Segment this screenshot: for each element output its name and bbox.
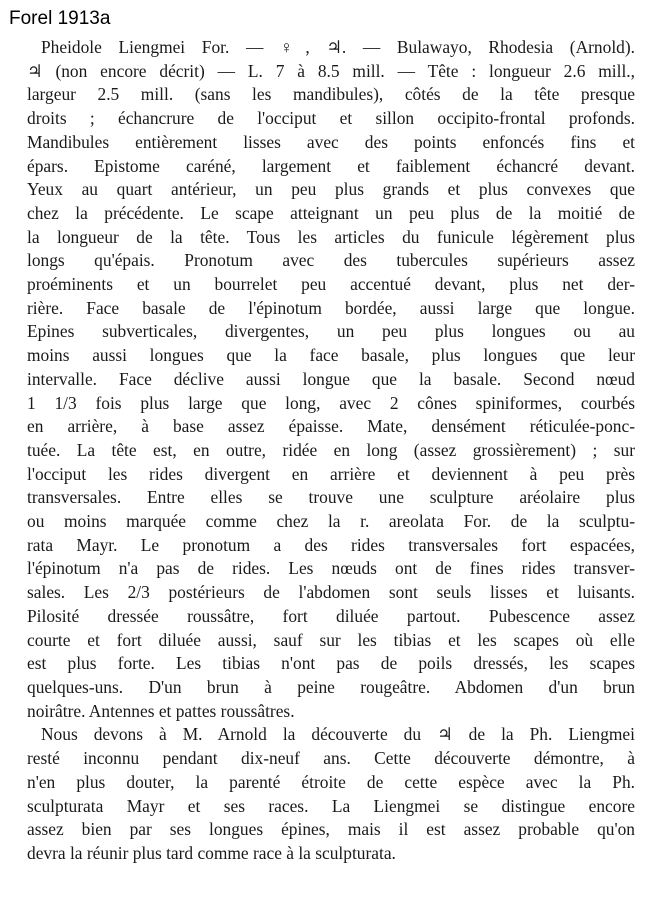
- text-line: tuée. La tête est, en outre, ridée en long (assez grossièrement) ; sur: [27, 439, 635, 460]
- text-line: n'en plus douter, la parenté étroite de cette espèce avec la Ph.: [27, 771, 635, 792]
- text-line: la longueur de la tête. Tous les articles du funicule légèrement plus: [27, 226, 635, 247]
- text-line: chez la précédente. Le scape atteignant un peu plus de la moitié de: [27, 202, 635, 223]
- text-line: est plus forte. Les tibias n'ont pas de poils dressés, les scapes: [27, 653, 635, 674]
- text-line: intervalle. Face déclive aussi longue que la basale. Second nœud: [27, 368, 635, 389]
- text-line: devra la réunir plus tard comme race à la sculpturata.: [27, 842, 396, 863]
- text-line: largeur 2.5 mill. (sans les mandibules), côtés de la tête presque: [27, 84, 635, 105]
- text-line: Nous devons à M. Arnold la découverte du ♃ de la Ph. Liengmei: [41, 724, 635, 745]
- text-line: Pheidole Liengmei For. — ♀, ♃. — Bulawayo, Rhodesia (Arnold).: [41, 37, 635, 57]
- text-line: proéminents et un bourrelet peu accentué devant, plus net der-: [27, 274, 635, 295]
- text-line: assez bien par ses longues épines, mais il est assez probable qu'on: [27, 819, 635, 840]
- text-line: Yeux au quart antérieur, un peu plus grands et plus convexes que: [27, 179, 635, 200]
- text-line: rière. Face basale de l'épinotum bordée, aussi large que longue.: [27, 297, 635, 318]
- page-header: Forel 1913a: [9, 8, 111, 29]
- text-line: droits ; échancrure de l'occiput et sillon occipito-frontal profonds.: [27, 108, 635, 129]
- text-line: en arrière, à base assez épaisse. Mate, densément réticulée-ponc-: [27, 416, 635, 437]
- text-line: noirâtre. Antennes et pattes roussâtres.: [27, 700, 295, 721]
- paragraph: [27, 723, 635, 865]
- text-line: resté inconnu pendant dix-neuf ans. Cette découverte démontre, à: [27, 748, 635, 769]
- text-line: ou moins marquée comme chez la r. areolata For. de la sculptu-: [27, 511, 635, 532]
- text-line: quelques-uns. D'un brun à peine rougeâtre. Abdomen d'un brun: [27, 676, 635, 697]
- text-line: sales. Les 2/3 postérieurs de l'abdomen sont seuls lisses et luisants.: [27, 582, 635, 603]
- text-line: transversales. Entre elles se trouve une sculpture aréolaire plus: [27, 487, 635, 508]
- body-text: [27, 36, 635, 866]
- text-line: l'occiput les rides divergent en arrière et deviennent à peu près: [27, 463, 635, 484]
- paragraph: [27, 36, 635, 723]
- text-line: Epines subverticales, divergentes, un peu plus longues ou au: [27, 321, 635, 342]
- text-line: épars. Epistome caréné, largement et faiblement échancré devant.: [27, 155, 635, 176]
- text-line: courte et fort diluée aussi, sauf sur les tibias et les scapes où elle: [27, 629, 635, 650]
- text-line: rata Mayr. Le pronotum a des rides transversales fort espacées,: [27, 534, 635, 555]
- text-line: Mandibules entièrement lisses avec des points enfoncés fins et: [27, 131, 635, 152]
- text-line: Pilosité dressée roussâtre, fort diluée partout. Pubescence assez: [27, 605, 635, 626]
- text-line: 1 1/3 fois plus large que long, avec 2 cônes spiniformes, courbés: [27, 392, 635, 413]
- text-line: moins aussi longues que la face basale, plus longues que leur: [27, 345, 635, 366]
- text-line: l'épinotum n'a pas de rides. Les nœuds ont de fines rides transver-: [27, 558, 635, 579]
- text-line: ♃ (non encore décrit) — L. 7 à 8.5 mill. — Tête : longueur 2.6 mill.,: [27, 60, 635, 81]
- text-line: sculpturata Mayr et ses races. La Liengmei se distingue encore: [27, 795, 635, 816]
- text-line: longs qu'épais. Pronotum avec des tubercules supérieurs assez: [27, 250, 635, 271]
